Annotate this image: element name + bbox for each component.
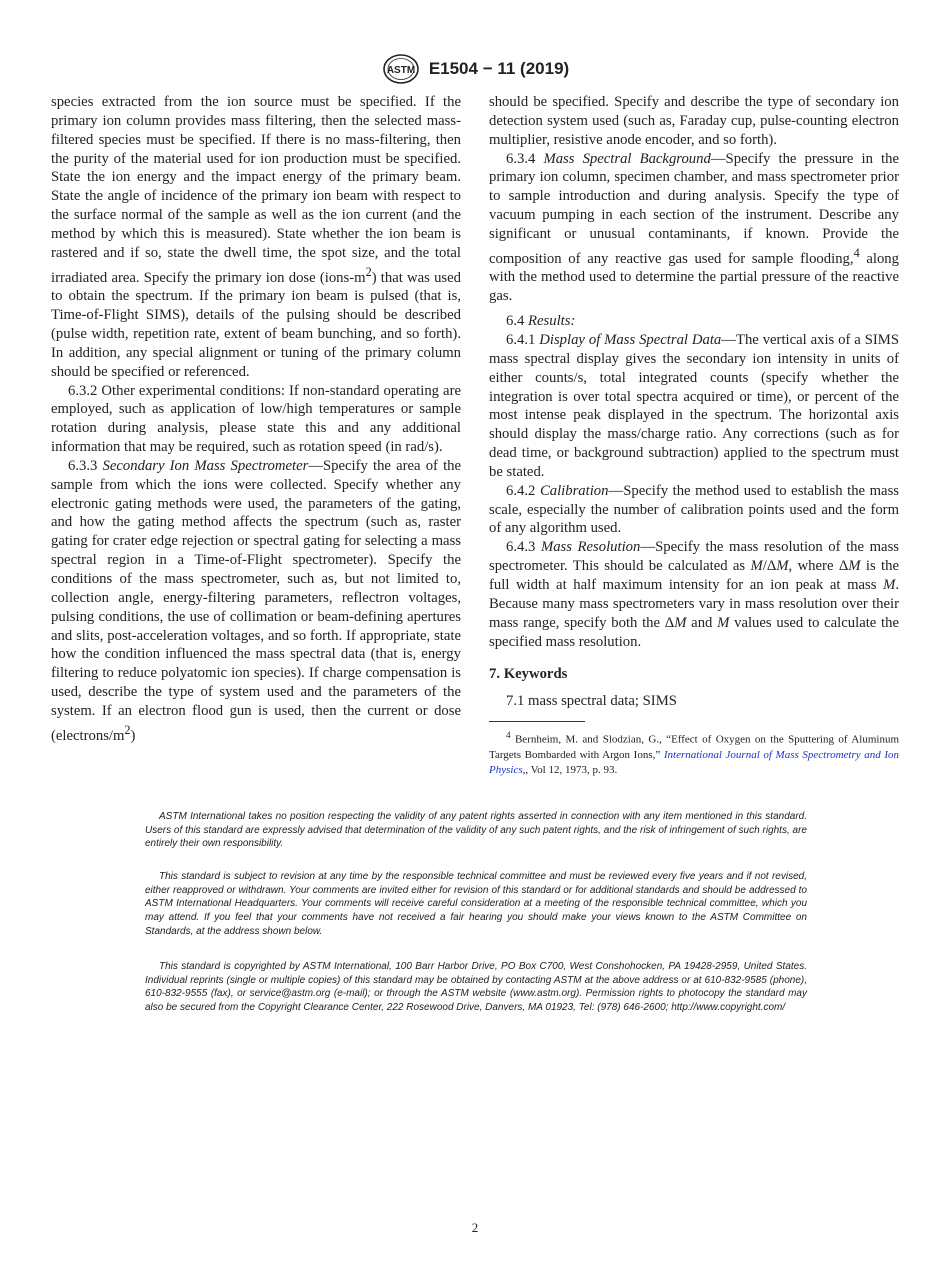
- left-column: [51, 93, 461, 745]
- section-title: Calibration: [539, 482, 609, 499]
- astm-logo-icon: [381, 53, 421, 85]
- page-number: 2: [471, 1220, 479, 1235]
- paragraph-6-3-2: 6.3.2 Other experimental conditions: If non-standard operating are employed, such as application of low/high temperatures or sample rotation during analysis, please state this and any additional information that may be required, such as rotation speed (in rad/s).: [51, 382, 461, 456]
- footnote-journal-link[interactable]: International Journal of Mass Spectrometry and Ion Physics: [489, 749, 900, 777]
- section-heading-keywords: 7. Keywords: [489, 666, 568, 683]
- paragraph-6-3-4: 6.3.4 Mass Spectral Background—Specify the pressure in the primary ion column, specimen chamber, and mass spectrometer prior to sample introduction and during analysis. Specify the type of vacuum pumping in each section of the instrument. Describe any significant or unusual contaminants, if known. Provide the composition of any reactive gas used for sample flooding,$^4$ along with the method used to determine the partial pressure of the reactive gas.: [489, 150, 899, 305]
- section-title: Mass Spectral Background: [543, 150, 711, 167]
- paragraph-primary-ion: species extracted from the ion source must be specified. If the primary ion column provides mass filtering, then the selected mass-filtered species must be specified. If there is no mass-filtering, then the purity of the material used for ion production must be specified. State the ion energy and the impact energy of the primary beam. State the angle of incidence of the primary ion beam with respect to the surface normal of the sample as well as the ion current (and the method by which this is measured). State whether the ion beam is rastered and if so, state the dwell time, the spot size, and the total irradiated area. Specify the primary ion dose $(ions-m^2)$ that was used to obtain the spectrum. If the primary ion beam is pulsed (that is, Time-of-Flight SIMS), details of the pulsing should be described (pulse width, repetition rate, extent of beam bunching, and so forth). In addition, any special alignment or tuning of the primary column should be specified or referenced.: [51, 94, 461, 380]
- paragraph-6-4: 6.4 Results:: [506, 313, 576, 330]
- standard-designation: E1504 − 11 (2019): [428, 59, 570, 78]
- notice-copyright: This standard is copyrighted by ASTM International, 100 Barr Harbor Drive, PO Box C700, West Conshohocken, PA 19428-2959, United States. Individual reprints (single or multiple copies) of this standard may be obtained by contacting ASTM at the above address or at 610-832-9585 (phone), 610-832-9555 (fax), or service@astm.org (e-mail); or through the ASTM website (www.astm.org). Permission rights to photocopy the standard may also be secured from the Copyright Clearance Center, 222 Rosewood Drive, Danvers, MA 01923, Tel: (978) 646-2600; http://www.copyright.com/: [145, 961, 807, 1014]
- notice-revision: This standard is subject to revision at any time by the responsible technical committee and must be reviewed every five years and if not revised, either reapproved or withdrawn. Your comments are invited either for revision of this standard or for additional standards and should be addressed to ASTM International Headquarters. Your comments will receive careful consideration at a meeting of the responsible technical committee, which you may attend. If you feel that your comments have not received a fair hearing you should make your views known to the ASTM Committee on Standards, at the address shown below.: [145, 871, 807, 937]
- paragraph-6-3-3: 6.3.3 Secondary Ion Mass Spectrometer—Specify the area of the sample from which the ions were collected. Specify whether any electronic gating methods were used, the parameters of the gating, and how the gating method affects the spectrum (such as, raster gating for crater edge rejection or spectral gating for selecting a mass spectral region in a Time-of-Flight spectrometer). Specify the conditions of the mass spectrometer, such as, but not limited to, collection angle, energy-filtering parameters, reflectron voltages, pulsing conditions, the use of collimation or beam-defining apertures and slits, post-acceleration voltages, and so forth. If appropriate, state how the condition influenced the mass spectral data (that is, energy filtering to reduce polyatomic ion species). If charge compensation is used, describe the type of system used and the parameters of the system. If an electron flood gun is used, then the current or dose $(electrons/m^2)$: [51, 457, 462, 744]
- right-column: [489, 93, 899, 779]
- footnote-divider: [489, 721, 585, 722]
- footnote-ref: 4: [853, 245, 860, 260]
- section-title: Secondary Ion Mass Spectrometer: [102, 457, 309, 474]
- section-title: Mass Resolution: [540, 539, 641, 556]
- astm-logo-text: ASTM: [386, 65, 415, 76]
- paragraph-6-4-3: 6.4.3 Mass Resolution—Specify the mass resolution of the mass spectrometer. This should be calculated as M/ΔM, where ΔM is the full width at half maximum intensity for an ion peak at mass M. Because many mass spectrometers vary in mass resolution over their mass range, specify both the ΔM and M values used to calculate the specified mass resolution.: [489, 539, 899, 650]
- paragraph-6-4-1: 6.4.1 Display of Mass Spectral Data—The vertical axis of a SIMS mass spectral display gives the secondary ion intensity in units of either counts/s, total integrated counts (specify whether the integration is over total spectra acquired or time), or percent of the most intense peak displayed in the spectrum. The horizontal axis should display the mass/charge ratio. Any corrections (such as for dead time, or background subtraction) applied to the spectrum must be stated.: [489, 332, 899, 480]
- footnote-4: $^4$ Bernheim, M. and Slodzian, G., “Effect of Oxygen on the Sputtering of Aluminum Targets Bombarded with Argon Ions,” International Journal of Mass Spectrometry and Ion Physics,, Vol 12, 1973, p. 93.: [489, 730, 900, 777]
- page-header: [0, 52, 950, 86]
- section-title: Results:: [528, 313, 576, 330]
- paragraph-detection-system: should be specified. Specify and describe the type of secondary ion detection system used (such as, Faraday cup, pulse-counting electron multiplier, resistive anode encoder, and so forth).: [489, 94, 899, 148]
- paragraph-7-1: 7.1 mass spectral data; SIMS: [506, 693, 677, 710]
- notice-patent: ASTM International takes no position respecting the validity of any patent rights asserted in connection with any item mentioned in this standard. Users of this standard are expressly advised that determination of the validity of any such patent rights, and the risk of infringement of such rights, are entirely their own responsibility.: [145, 811, 807, 850]
- paragraph-6-4-2: 6.4.2 Calibration—Specify the method used to establish the mass scale, especially the number of calibration points used and the form of any algorithm used.: [489, 482, 899, 537]
- section-title: Display of Mass Spectral Data: [539, 332, 722, 349]
